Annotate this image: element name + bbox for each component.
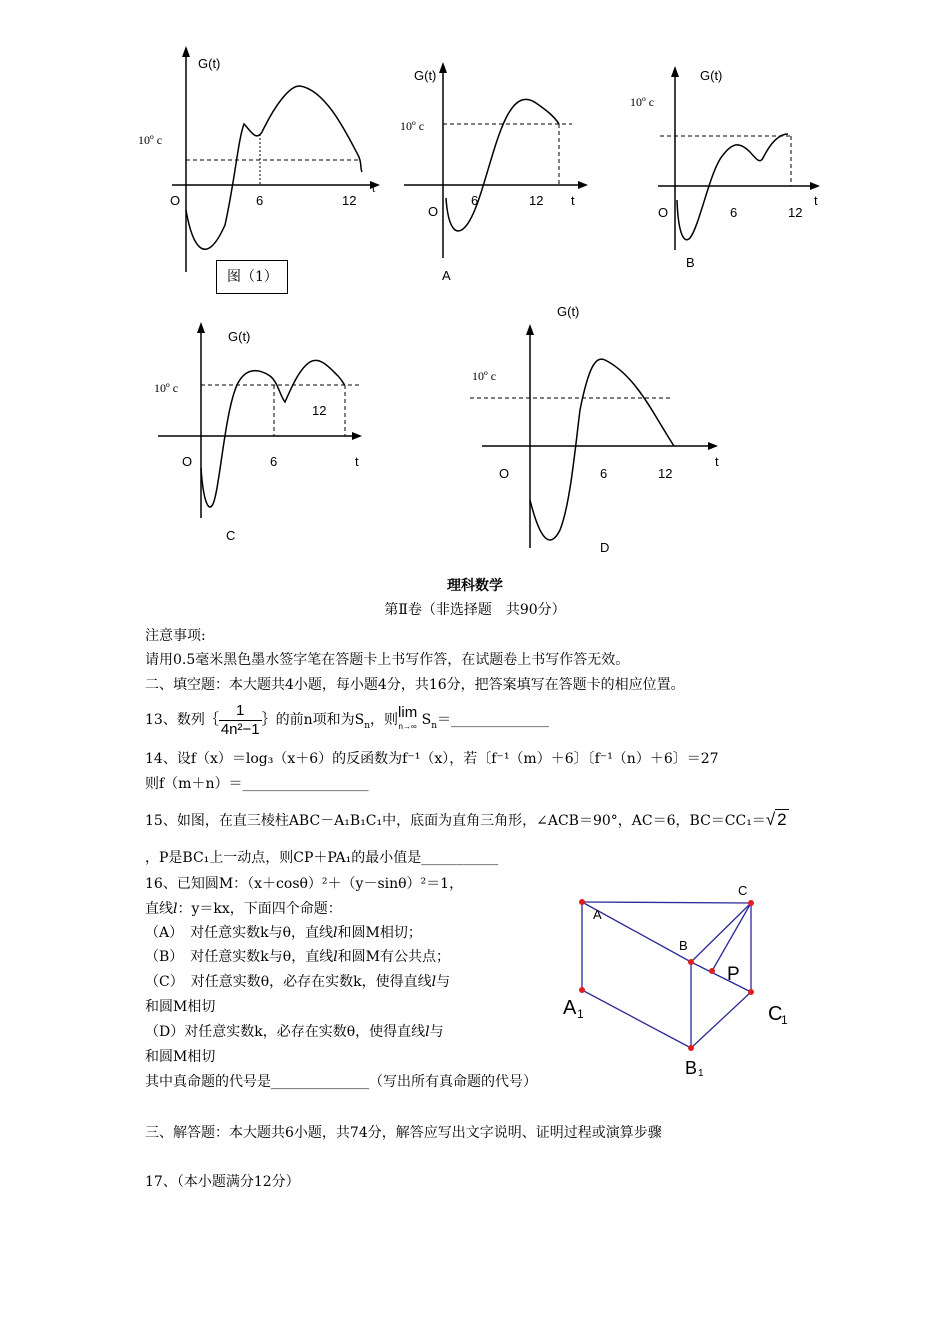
- tick-6: 6: [471, 193, 479, 208]
- question-16-line-2: [145, 897, 342, 921]
- q15-sqrt: √ 2: [765, 810, 787, 829]
- label-c: C: [738, 883, 748, 898]
- x-axis-arrow: [352, 432, 362, 440]
- t-axis-label: t: [571, 193, 575, 208]
- question-15-line-1: [145, 808, 789, 833]
- option-letter: B: [686, 255, 695, 270]
- t-axis-label: t: [814, 193, 818, 208]
- q16-optc-b: 与: [436, 974, 451, 990]
- q13-limit: [398, 706, 417, 734]
- graph-option-c: [150, 318, 380, 550]
- point-p: [709, 968, 715, 974]
- graph-option-b: [628, 60, 828, 275]
- label-a1-sub: 1: [577, 1007, 584, 1021]
- notice-heading: 注意事项:: [145, 628, 206, 644]
- q16-opta-b: 和圆M相切；: [337, 925, 422, 941]
- t-axis-label: t: [715, 454, 719, 469]
- label-a1: A: [563, 997, 577, 1019]
- question-16-option-d: [145, 1020, 444, 1044]
- q16-line-symbol: l: [333, 925, 338, 941]
- q16-line-symbol: l: [425, 1024, 430, 1040]
- x-axis-arrow: [708, 442, 718, 450]
- question-16-line-1: 16、已知圆M：（x＋cosθ）²＋（y－sinθ）²＝1，: [145, 876, 464, 892]
- temperature-curve: [186, 86, 362, 249]
- tick-6: 6: [730, 205, 738, 220]
- label-a: A: [593, 907, 602, 922]
- y-axis-label: G(t): [228, 329, 251, 344]
- option-letter: D: [600, 540, 610, 555]
- q15-radicand: 2: [777, 810, 787, 829]
- edge-a1b1: [582, 990, 691, 1048]
- edge-b1c1: [691, 992, 751, 1048]
- tick-12: 12: [529, 193, 544, 208]
- label-p: P: [727, 964, 740, 985]
- y-axis-arrow: [439, 62, 447, 73]
- y-axis-label: G(t): [198, 56, 221, 71]
- y-axis-label: G(t): [557, 304, 580, 319]
- q16-optd-b: 与: [429, 1024, 444, 1040]
- origin-label: O: [499, 466, 510, 481]
- label-b1: B: [685, 1058, 698, 1078]
- tick-6: 6: [256, 193, 264, 208]
- q16-line2-a: 直线: [145, 901, 173, 917]
- tick-12: 12: [342, 193, 357, 208]
- point-c1: [748, 989, 754, 995]
- prism-edges: [582, 902, 751, 1048]
- x-axis-arrow: [578, 181, 588, 189]
- q16-line-symbol: l: [431, 974, 437, 990]
- label-b1-sub: 1: [698, 1068, 704, 1079]
- section-title: 理科数学: [447, 578, 503, 594]
- q13-denominator: 4n²−1: [220, 720, 260, 738]
- origin-label: O: [428, 204, 439, 219]
- q13-answer-blank: ＝______________: [437, 712, 550, 728]
- prism-figure: [558, 880, 798, 1080]
- question-13: [145, 700, 549, 746]
- y-axis-arrow: [671, 66, 679, 77]
- question-14-line-2: 则f（m＋n）＝__________________: [145, 776, 369, 792]
- graph-option-a: [396, 58, 596, 290]
- option-letter: C: [226, 528, 236, 543]
- y-axis-label: G(t): [414, 68, 437, 83]
- q16-line-symbol: l: [333, 949, 338, 965]
- fill-in-heading: 二、填空题：本大题共4小题，每小题4分，共16分，把答案填写在答题卡的相应位置。: [145, 677, 685, 693]
- graph-option-d-svg: [460, 300, 730, 562]
- y-axis-label: G(t): [700, 68, 723, 83]
- q16-line2-b: ：y＝kx，下面四个命题：: [177, 901, 342, 917]
- question-16-end: 其中真命题的代号是______________（写出所有真命题的代号）: [145, 1074, 537, 1090]
- q13-lim-subscript: n→∞: [398, 722, 417, 731]
- point-a1: [579, 987, 585, 993]
- q13-fraction: [219, 702, 262, 739]
- q13-sub-n: n: [364, 720, 371, 731]
- q16-optc-a: （C） 对任意实数θ，必存在实数k，使得直线: [145, 974, 432, 990]
- label-b: B: [679, 938, 688, 953]
- q16-line-symbol: l: [173, 901, 178, 917]
- ten-degree-label: 10º c: [472, 369, 497, 383]
- ten-degree-label: 10º c: [154, 381, 179, 395]
- graph-figure-1-svg: [130, 40, 390, 280]
- temperature-curve: [677, 134, 788, 240]
- q13-then: ，则: [370, 712, 399, 728]
- q13-s: S: [421, 712, 432, 728]
- label-c1: C: [768, 1003, 783, 1025]
- point-b1: [688, 1045, 694, 1051]
- y-axis-arrow: [526, 324, 534, 335]
- q15-text: 15、如图，在直三棱柱ABC－A₁B₁C₁中，底面为直角三角形，∠ACB＝90°，AC＝6，BC＝CC₁＝: [145, 813, 766, 829]
- y-axis-arrow: [182, 46, 190, 57]
- question-15-line-2: ，P是BC₁上一动点，则CP＋PA₁的最小值是___________: [145, 850, 499, 866]
- notice-body: 请用0.5毫米黑色墨水签字笔在答题卡上书写作答，在试题卷上书写作答无效。: [145, 652, 630, 668]
- t-axis-label: t: [355, 454, 359, 469]
- question-16-option-b: [145, 945, 450, 969]
- question-16-option-c-2: 和圆M相切: [145, 999, 216, 1015]
- q13-prefix: 13、数列｛: [145, 712, 219, 728]
- question-14-line-1: 14、设f（x）＝log₃（x＋6）的反函数为f⁻¹（x），若〔f⁻¹（m）＋6〕〔f⁻¹（n）＋6〕＝27: [145, 751, 719, 767]
- figure-1-caption: 图（1）: [216, 260, 288, 294]
- option-letter: A: [442, 268, 451, 283]
- temperature-curve: [201, 360, 345, 507]
- graph-option-b-svg: [628, 60, 828, 275]
- tick-12: 12: [658, 466, 673, 481]
- segment-cp: [712, 903, 751, 971]
- graph-figure-1: [130, 40, 390, 280]
- question-16-option-d-2: 和圆M相切: [145, 1049, 216, 1065]
- q13-lim-word: lim: [398, 704, 418, 721]
- tick-6: 6: [600, 466, 608, 481]
- part-3-heading: 三、解答题：本大题共6小题，共74分，解答应写出文字说明、证明过程或演算步骤: [145, 1125, 662, 1141]
- ten-degree-label: 10º c: [630, 95, 655, 109]
- q16-optd-a: （D）对任意实数k，必存在实数θ，使得直线: [145, 1024, 426, 1040]
- prism-figure-svg: [558, 880, 798, 1080]
- ten-degree-label: 10º c: [138, 133, 163, 147]
- section-subtitle: 第Ⅱ卷（非选择题 共90分）: [384, 602, 566, 618]
- graph-option-c-svg: [150, 318, 380, 550]
- origin-label: O: [658, 205, 669, 220]
- temperature-curve: [530, 359, 674, 540]
- q13-mid: ｝的前n项和为S: [261, 712, 365, 728]
- q16-optb-a: （B） 对任意实数k与θ，直线: [145, 949, 334, 965]
- graph-option-d: [460, 300, 730, 562]
- question-16-option-a: [145, 921, 422, 945]
- q16-opta-a: （A） 对任意实数k与θ，直线: [145, 925, 334, 941]
- label-c1-sub: 1: [781, 1013, 788, 1027]
- question-17: 17、（本小题满分12分）: [145, 1174, 300, 1190]
- point-b: [688, 959, 694, 965]
- question-16-option-c: [145, 970, 450, 994]
- x-axis-arrow: [810, 182, 820, 190]
- edge-ac: [582, 902, 751, 903]
- point-c: [748, 900, 754, 906]
- q13-numerator: 1: [219, 702, 262, 721]
- tick-12: 12: [788, 205, 803, 220]
- edge-bc: [691, 903, 751, 962]
- edge-bc1: [691, 962, 751, 992]
- ten-degree-label: 10º c: [400, 119, 425, 133]
- graph-option-a-svg: [396, 58, 596, 290]
- origin-label: O: [182, 454, 193, 469]
- t-axis-label: t: [372, 181, 376, 195]
- temperature-curve: [446, 99, 559, 231]
- point-a: [579, 899, 585, 905]
- origin-label: O: [170, 193, 181, 208]
- q16-optb-b: 和圆M有公共点；: [337, 949, 451, 965]
- tick-6: 6: [270, 454, 278, 469]
- y-axis-arrow: [197, 322, 205, 333]
- q13-s-sub: n: [431, 720, 438, 731]
- tick-12: 12: [312, 403, 327, 418]
